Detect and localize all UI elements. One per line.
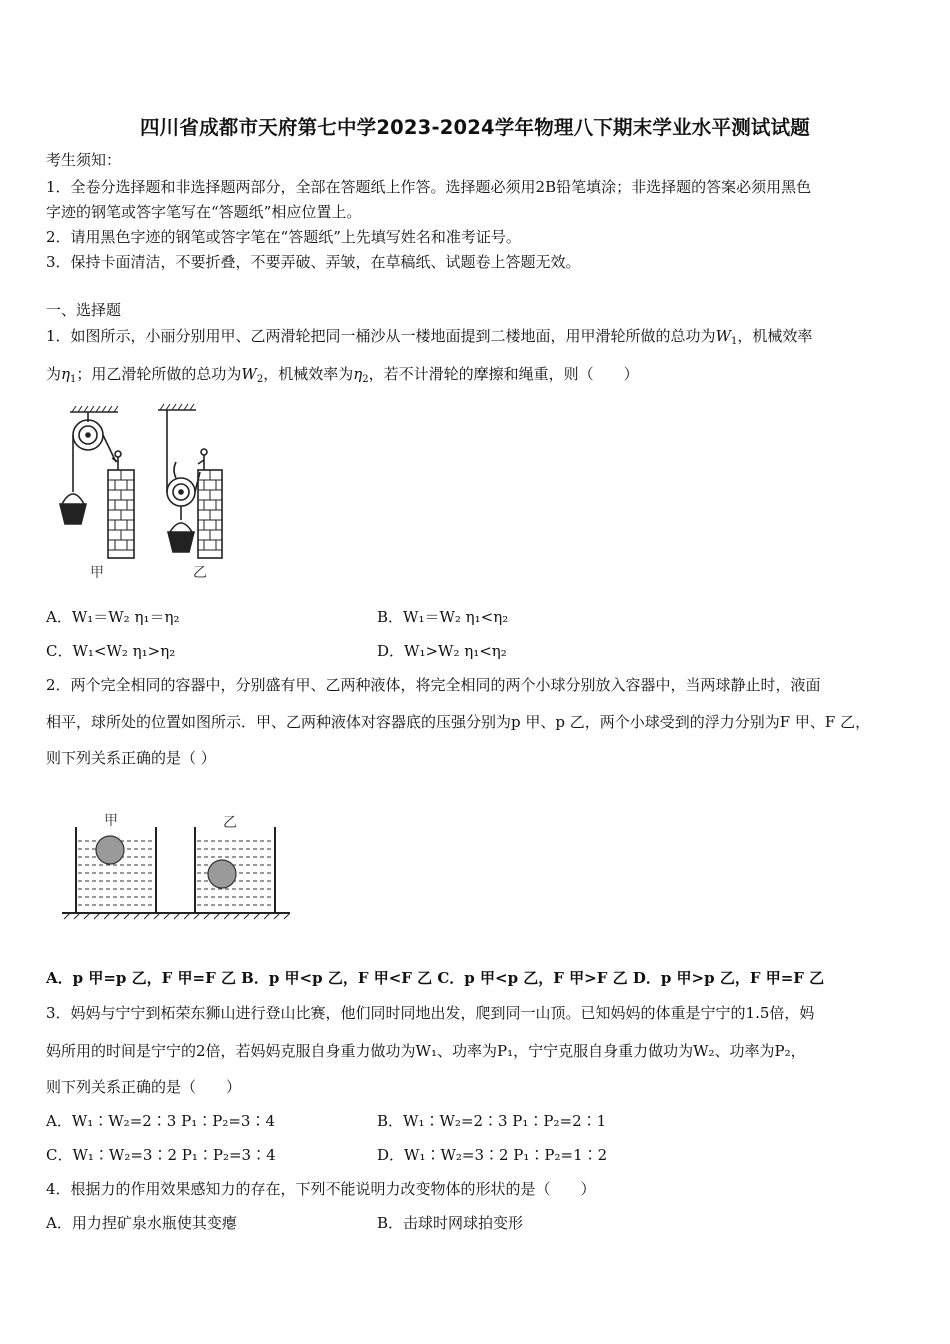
q1-text: 为 [46,365,62,383]
q1-option-a: A．W₁＝W₂ η₁＝η₂ [46,608,180,626]
notice-heading: 考生须知： [46,151,122,169]
q1-text: ，机械效率为 [263,365,354,383]
q1-option-c: C．W₁<W₂ η₁>η₂ [46,642,176,660]
q1-stem-line1 [46,326,812,346]
q4-option-a: A．用力捏矿泉水瓶使其变瘪 [46,1214,237,1232]
q3-option-d: D．W₁∶W₂=3∶2 P₁∶P₂=1∶2 [377,1146,608,1164]
q1-symbol: η [61,365,71,383]
q3-option-c: C．W₁∶W₂=3∶2 P₁∶P₂=3∶4 [46,1146,276,1164]
q3-option-b: B．W₁∶W₂=2∶3 P₁∶P₂=2∶1 [377,1112,607,1130]
q4-stem-line1: 4．根据力的作用效果感知力的存在，下列不能说明力改变物体的形状的是（ ） [46,1180,596,1198]
section-heading: 一、选择题 [46,301,122,319]
pulley-figure [40,400,240,585]
q1-stem-line2 [46,364,639,384]
q1-subscript: 2 [362,374,369,385]
page-title: 四川省成都市天府第七中学2023-2024学年物理八下期末学业水平测试试题 [139,116,811,139]
notice-item: 2．请用黑色字迹的钢笔或答字笔在“答题纸”上先填写姓名和准考证号。 [46,228,521,246]
q3-stem-line2: 妈所用的时间是宁宁的2倍，若妈妈克服自身重力做功为W₁、功率为P₁，宁宁克服自身重力做功为W₂、功率为P₂， [46,1042,806,1060]
q3-stem-line3: 则下列关系正确的是（ ） [46,1078,242,1096]
notice-item: 1．全卷分选择题和非选择题两部分，全部在答题纸上作答。选择题必须用2B铅笔填涂；非选择题的答案必须用黑色 [46,178,812,196]
q1-option-b: B．W₁＝W₂ η₁<η₂ [377,608,509,626]
q1-subscript: 2 [256,374,264,385]
q1-option-d: D．W₁>W₂ η₁<η₂ [377,642,507,660]
q2-stem-line2: 相平，球所处的位置如图所示．甲、乙两种液体对容器底的压强分别为p 甲、p 乙，两个小球受到的浮力分别为F 甲、F 乙， [46,713,871,731]
container-figure [58,805,298,920]
figure-label-yi: 乙 [223,815,237,831]
ball-yi [208,860,236,888]
q1-text: ，若不计滑轮的摩擦和绳重，则（ ） [368,365,639,383]
q1-text: ，机械效率 [737,327,813,345]
notice-item: 3．保持卡面清洁，不要折叠，不要弄破、弄皱，在草稿纸、试题卷上答题无效。 [46,253,581,271]
q1-symbol: W [715,327,731,345]
q1-symbol: W [241,365,257,383]
q3-option-a: A．W₁∶W₂=2∶3 P₁∶P₂=3∶4 [46,1112,275,1130]
q2-options: A．p 甲=p 乙，F 甲=F 乙 B．p 甲<p 乙，F 甲<F 乙 C．p 甲<p 乙，F 甲>F 乙 D．p 甲>p 乙，F 甲=F 乙 [46,969,825,987]
figure-label-jia: 甲 [90,565,104,581]
q1-symbol: η [353,365,363,383]
q4-option-b: B．击球时网球拍变形 [377,1214,524,1232]
ball-jia [96,836,124,864]
notice-item: 字迹的钢笔或答字笔写在“答题纸”相应位置上。 [46,203,362,221]
q1-text: ；用乙滑轮所做的总功为 [76,365,242,383]
figure-label-yi: 乙 [193,565,207,581]
figure-label-jia: 甲 [104,813,118,829]
q2-stem-line1: 2．两个完全相同的容器中，分别盛有甲、乙两种液体，将完全相同的两个小球分别放入容器中，当两球静止时，液面 [46,676,821,694]
q1-text: 1．如图所示，小丽分别用甲、乙两滑轮把同一桶沙从一楼地面提到二楼地面，用甲滑轮所做的总功为 [46,327,716,345]
q1-subscript: 1 [70,374,77,385]
q2-stem-line3: 则下列关系正确的是（ ） [46,749,216,767]
q3-stem-line1: 3．妈妈与宁宁到柘荣东狮山进行登山比赛，他们同时同地出发，爬到同一山顶。已知妈妈的体重是宁宁的1.5倍，妈 [46,1004,815,1022]
q1-subscript: 1 [730,336,738,347]
